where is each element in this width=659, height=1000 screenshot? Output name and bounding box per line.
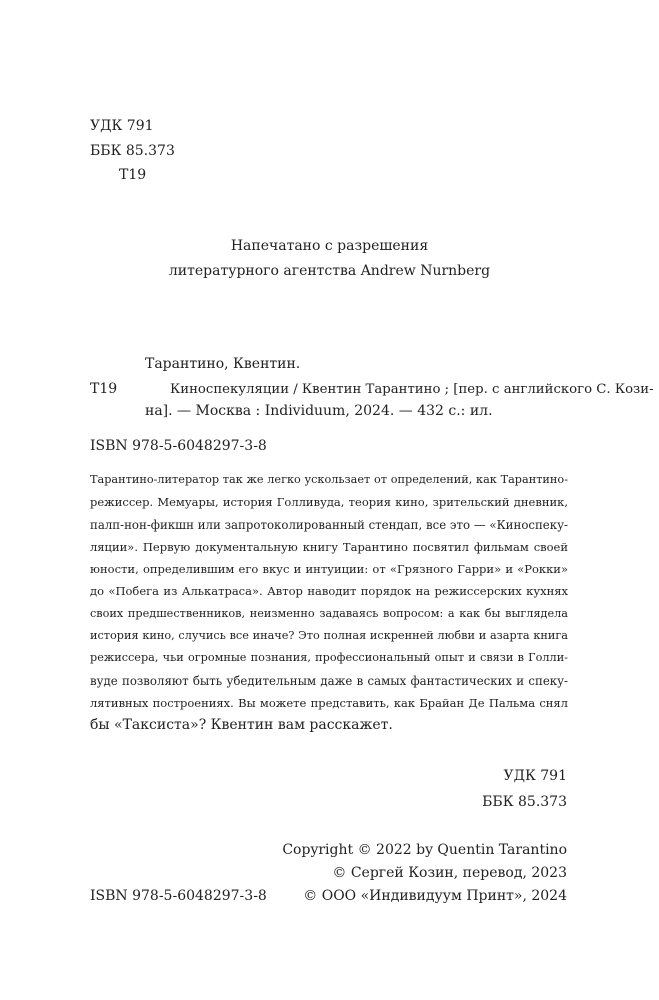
copyright-line-2: © Сергей Козин, перевод, 2023: [332, 865, 567, 881]
udk-code-top: УДК 791: [90, 118, 154, 134]
annotation-paragraph: [90, 469, 568, 737]
biblio-author-mark: Т19: [90, 381, 118, 397]
udk-code-bottom: УДК 791: [503, 768, 567, 784]
copyright-line-3: © ООО «Индивидуум Принт», 2024: [303, 888, 567, 904]
annotation-line: до «Побега из Алькатраса». Автор наводит порядок на режиссерских кухнях: [90, 584, 568, 599]
annotation-line: режиссера, чьи огромные познания, профессиональный опыт и связи в Голли-: [90, 651, 568, 665]
author-mark-top: Т19: [119, 167, 147, 183]
biblio-description-line-1: Киноспекуляции / Квентин Тарантино ; [пер. с английского С. Кози-: [170, 382, 654, 397]
isbn-middle: ISBN 978-5-6048297-3-8: [90, 438, 267, 454]
annotation-line: юности, определившим его вкус и интуиции: от «Грязного Гарри» и «Рокки»: [90, 562, 568, 577]
annotation-line: своих предшественников, неизменно задаваясь вопросом: а как бы выглядела: [90, 606, 568, 620]
biblio-description-line-2: на]. — Москва : Individuum, 2024. — 432 с.: ил.: [145, 403, 493, 419]
permission-line-1: Напечатано с разрешения: [230, 238, 429, 254]
annotation-line: вуде позволяют быть убедительным даже в самых фантастических и спеку-: [90, 673, 568, 688]
annotation-line: история кино, случись все иначе? Это полная искренней любви и азарта книга: [90, 629, 568, 643]
isbn-bottom: ISBN 978-5-6048297-3-8: [90, 888, 267, 904]
bbk-code-top: ББК 85.373: [90, 143, 175, 159]
annotation-line: ляции». Первую документальную книгу Тарантино посвятил фильмам своей: [90, 539, 568, 554]
annotation-line: режиссер. Мемуары, история Голливуда, теория кино, зрительский дневник,: [90, 495, 568, 510]
annotation-line: лятивных построениях. Вы можете представить, как Брайан Де Пальма снял: [90, 695, 568, 710]
biblio-author-heading: Тарантино, Квентин.: [145, 356, 301, 372]
annotation-line: бы «Таксиста»? Квентин вам расскажет.: [90, 717, 393, 734]
permission-line-2: литературного агентства Andrew Nurnberg: [168, 263, 491, 279]
bbk-code-bottom: ББК 85.373: [482, 794, 567, 810]
copyright-line-1: Copyright © 2022 by Quentin Tarantino: [282, 842, 567, 858]
annotation-line: палп-нон-фикшн или запротоколированный стендап, все это — «Киноспеку-: [90, 517, 568, 532]
annotation-line: Тарантино-литератор так же легко ускользает от определений, как Тарантино-: [90, 473, 568, 486]
